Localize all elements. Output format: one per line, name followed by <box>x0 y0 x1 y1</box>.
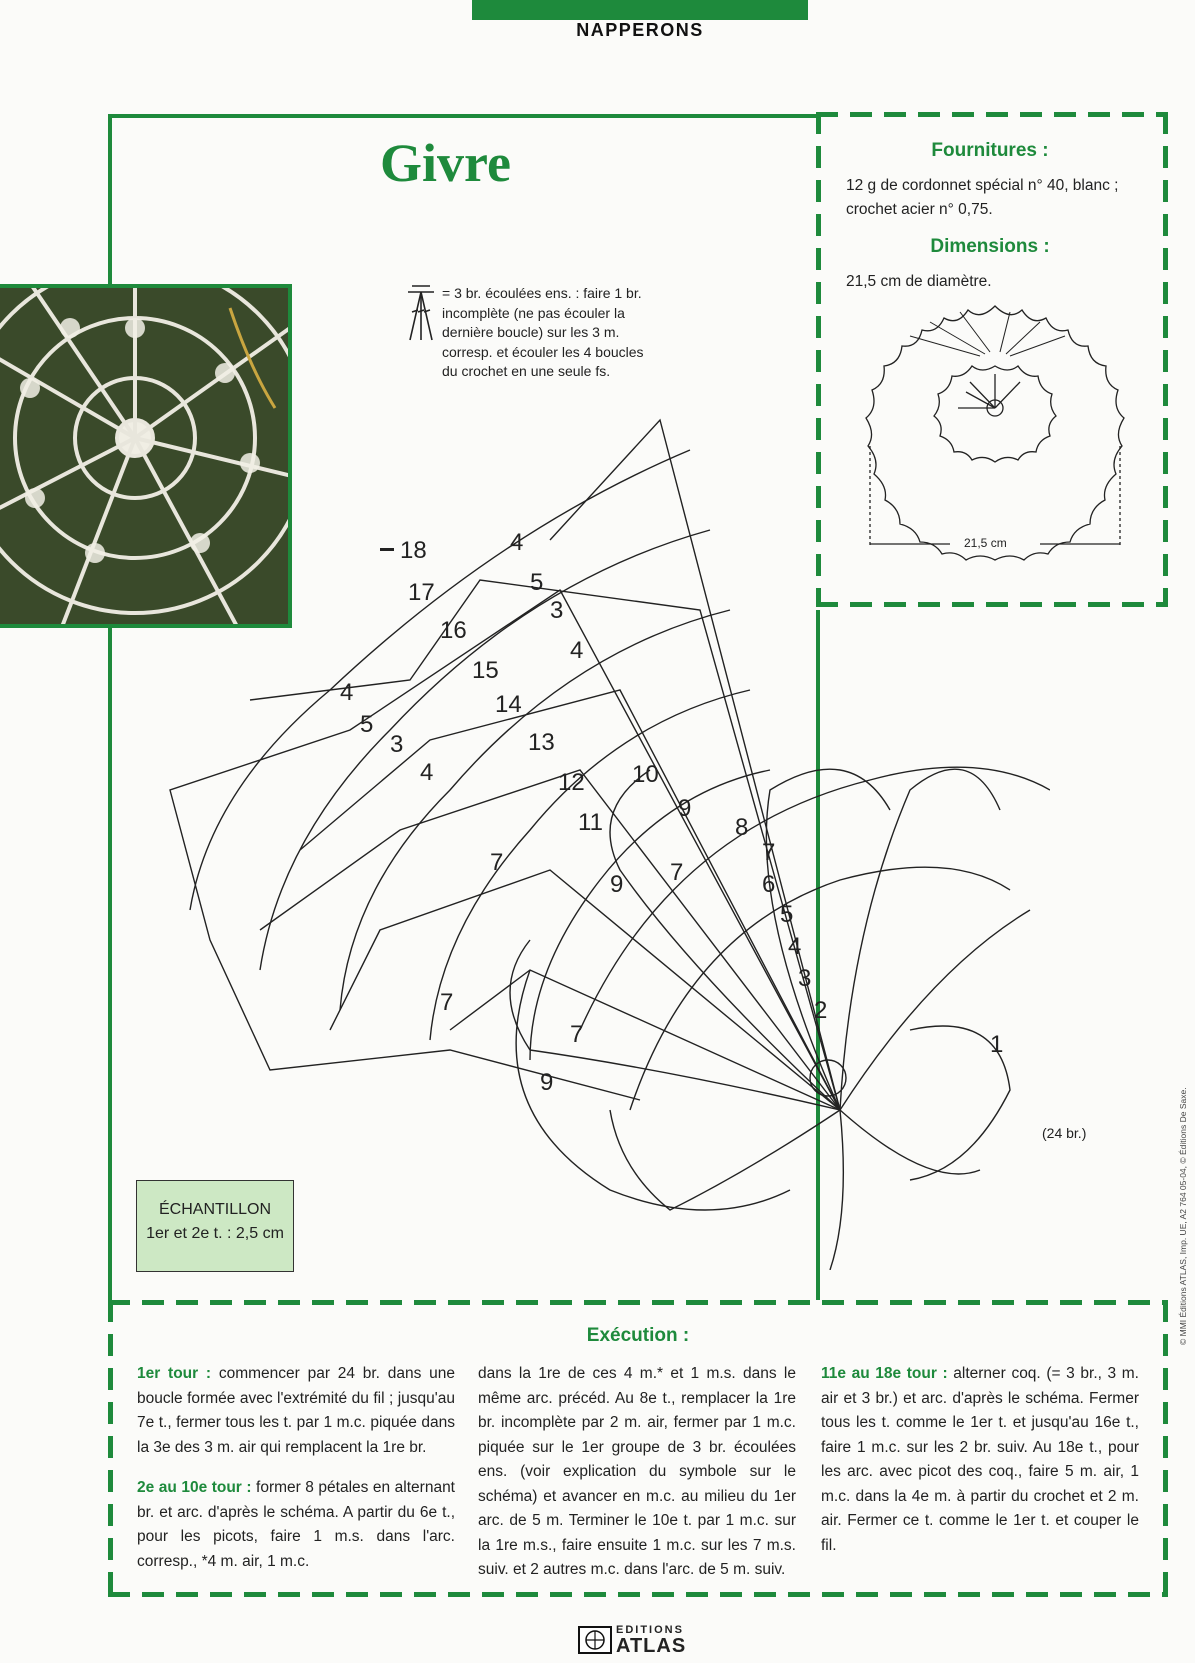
svg-text:3: 3 <box>550 597 564 624</box>
svg-text:3: 3 <box>798 965 812 992</box>
svg-text:8: 8 <box>735 814 749 841</box>
svg-text:7: 7 <box>440 989 454 1016</box>
svg-text:9: 9 <box>540 1069 554 1096</box>
svg-text:3: 3 <box>390 731 404 758</box>
fournitures-text: 12 g de cordonnet spécial n° 40, blanc ; crochet acier n° 0,75. <box>846 177 1119 218</box>
round-1-text: commencer par 24 br. dans une boucle formée avec l'extrémité du fil ; jusqu'au 7e t., fermer tous les t. par 1 m.c. piquée dans la 3e des 3 m. air qui remplacent la 1re br. <box>137 1365 455 1456</box>
rounds-11-18-paragraph <box>821 1362 1139 1558</box>
execution-col-1 <box>137 1362 455 1590</box>
sample-title: ÉCHANTILLON <box>158 1201 272 1218</box>
dimension-label: 21,5 cm <box>960 536 1011 550</box>
dimensions-title: Dimensions : <box>930 236 1050 257</box>
triple-treble-symbol-icon <box>404 282 438 349</box>
rounds-2-10-label: 2e au 10e tour : <box>137 1479 252 1496</box>
svg-text:4: 4 <box>788 933 802 960</box>
svg-text:1: 1 <box>990 1031 1004 1058</box>
crochet-chart <box>150 410 1050 1275</box>
header-bar <box>472 0 808 20</box>
execution-col-2 <box>478 1362 796 1599</box>
svg-text:13: 13 <box>528 729 555 756</box>
sample-text: 1er et 2e t. : 2,5 cm <box>146 1225 284 1242</box>
sample-box <box>136 1180 294 1272</box>
rounds-2-10-paragraph <box>137 1476 455 1574</box>
legend-text: = 3 br. écoulées ens. : faire 1 br. incomplète (ne pas écouler la dernière boucle) sur les 3 m. corresp. et écouler les 4 boucles du crochet en une seule fs. <box>442 285 644 379</box>
svg-text:7: 7 <box>762 839 776 866</box>
svg-text:5: 5 <box>530 569 544 596</box>
svg-text:7: 7 <box>670 859 684 886</box>
fournitures-title: Fournitures : <box>931 140 1049 161</box>
svg-text:7: 7 <box>570 1021 584 1048</box>
dimensions-text: 21,5 cm de diamètre. <box>846 273 992 290</box>
col-2-text: dans la 1re de ces 4 m.* et 1 m.s. dans le même arc. précéd. Au 8e t., remplacer la 1re br. incomplète par 2 m. air, fermer par 1 m.c. piquée sur le 1er groupe de 3 br. écoulées ens. (voir explication du symbole sur le schéma) et avancer en m.c. au milieu du 1er arc. de 5 m. Terminer le 10e t. par 1 m.c. sur la 1re m.s., faire ensuite 1 m.c. sur les 7 m.s. suiv. et 2 autres m.c. dans l'arc. de 5 m. suiv. <box>478 1365 796 1578</box>
svg-text:5: 5 <box>360 711 374 738</box>
publisher-editions: EDITIONS <box>616 1624 684 1636</box>
fournitures-border-right <box>1163 112 1168 607</box>
publisher-name: ATLAS <box>616 1635 687 1657</box>
rounds-11-18-label: 11e au 18e tour : <box>821 1365 948 1382</box>
round-1-label: 1er tour : <box>137 1365 212 1382</box>
rounds-11-18-text: alterner coq. (= 3 br., 3 m. air et 3 br.) et arc. d'après le schéma. Fermer tous les t. comme le 1er t. et jusqu'au 16e t., faire 1 m.c. sur les 2 br. suiv. Au 18e t., pour les arc. avec picot des coq., faire 5 m. air, 1 m.c. dans la 4e m. à partir du crochet et 2 m. air. Fermer ce t. comme le 1er t. et couper le fil. <box>821 1365 1139 1554</box>
svg-text:14: 14 <box>495 691 522 718</box>
publisher-logo <box>578 1624 687 1659</box>
execution-title: Exécution : <box>586 1325 690 1346</box>
side-credit: © MMI Éditions ATLAS, Imp. UE, A2 764 05-04, © Éditions De Saxe. <box>1178 1087 1188 1345</box>
svg-text:17: 17 <box>408 579 435 606</box>
svg-text:16: 16 <box>440 617 467 644</box>
svg-text:15: 15 <box>472 657 499 684</box>
execution-border-top <box>108 1300 1168 1305</box>
rounds-2-10-text: former 8 pétales en alternant br. et arc. d'après le schéma. A partir du 6e t., pour les picots, faire 1 m.s. dans l'arc. corresp., *4 m. air, 1 m.c. <box>137 1479 455 1570</box>
svg-text:6: 6 <box>762 871 776 898</box>
globe-icon <box>578 1626 612 1654</box>
fournitures-border-top <box>816 112 1168 117</box>
page-title: Givre <box>380 133 511 193</box>
svg-text:9: 9 <box>678 795 692 822</box>
frame-top <box>108 114 820 118</box>
svg-text:12: 12 <box>558 769 585 796</box>
svg-text:9: 9 <box>610 871 624 898</box>
svg-text:4: 4 <box>510 529 524 556</box>
svg-text:7: 7 <box>490 849 504 876</box>
svg-text:11: 11 <box>578 809 603 836</box>
execution-col-3 <box>821 1362 1139 1574</box>
svg-text:5: 5 <box>780 901 794 928</box>
svg-text:4: 4 <box>420 759 434 786</box>
svg-text:4: 4 <box>340 679 354 706</box>
center-label: (24 br.) <box>1042 1125 1087 1141</box>
svg-text:10: 10 <box>632 761 659 788</box>
svg-text:4: 4 <box>570 637 584 664</box>
svg-text:18: 18 <box>400 537 427 564</box>
section-header: NAPPERONS <box>576 20 704 40</box>
svg-text:2: 2 <box>814 997 828 1024</box>
round-1-paragraph <box>137 1362 455 1460</box>
